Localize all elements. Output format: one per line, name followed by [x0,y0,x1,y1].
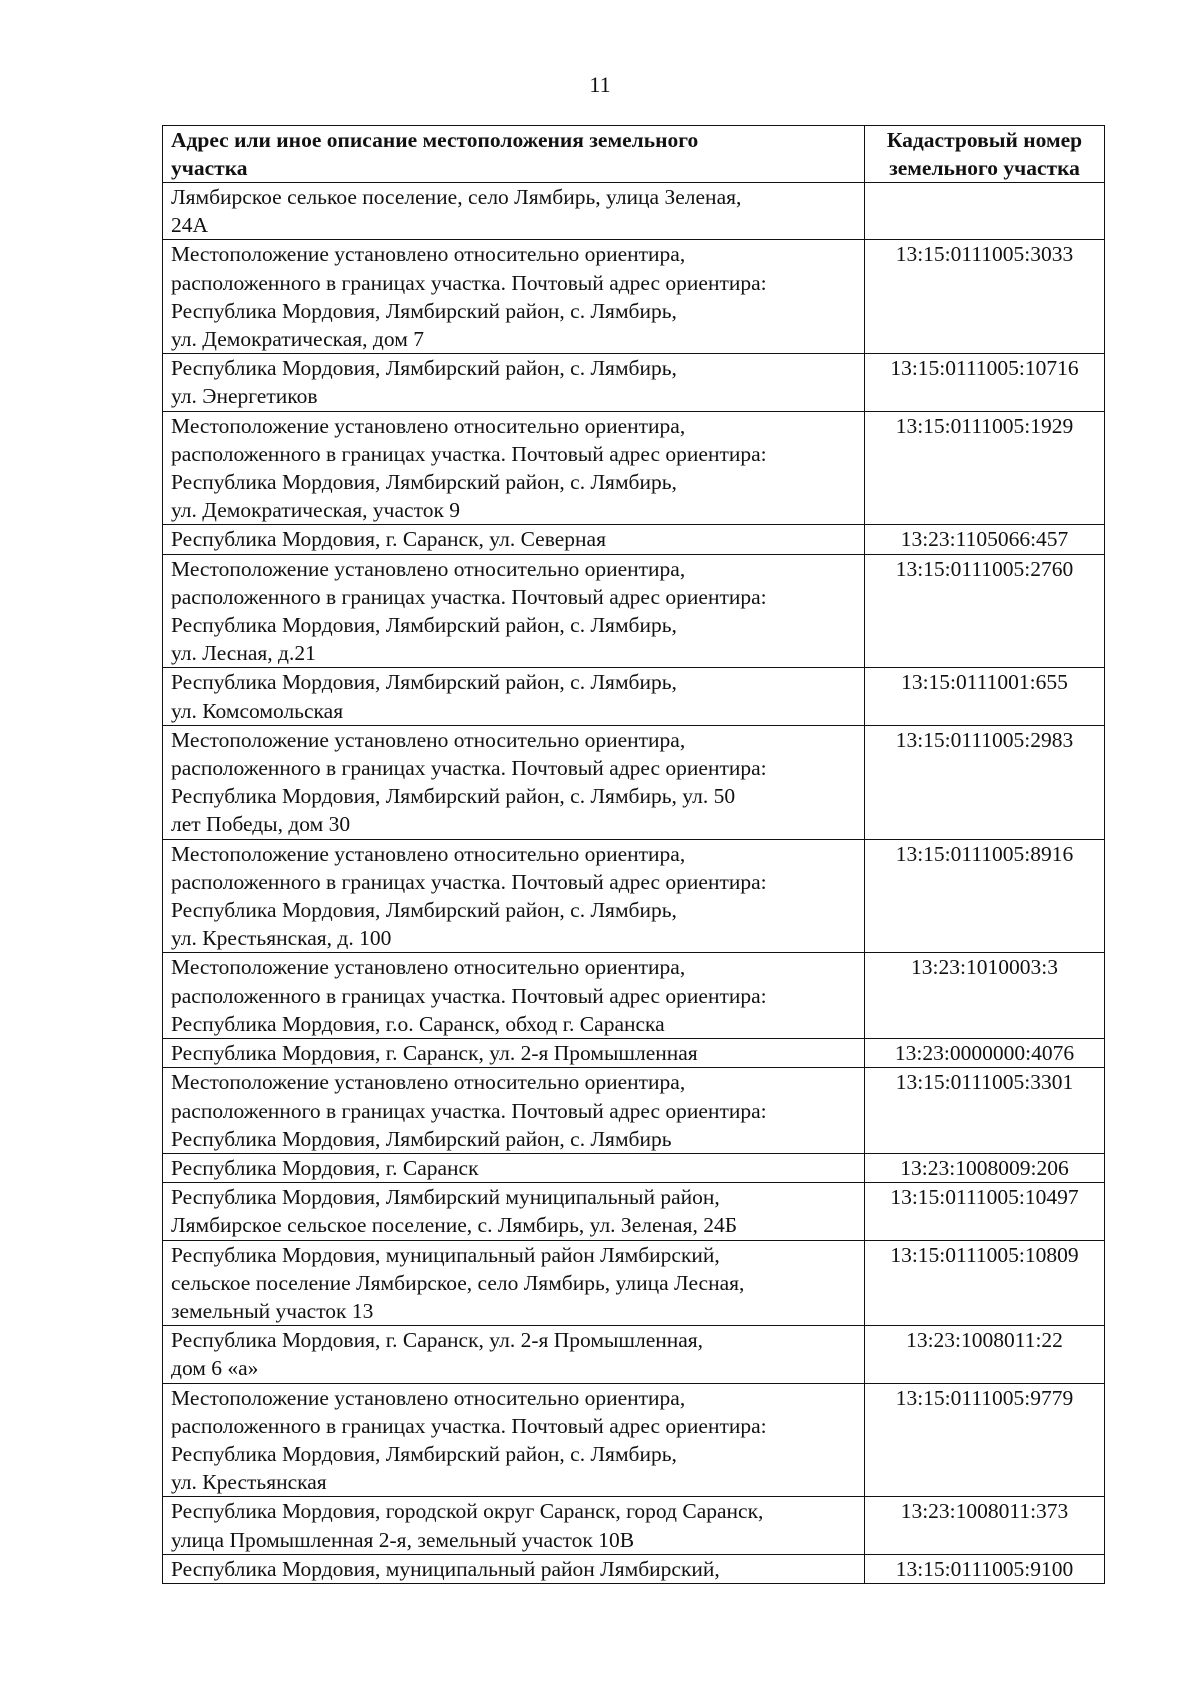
address-cell: Республика Мордовия, Лямбирский муниципальный район, Лямбирское сельское поселение, с. Лямбирь, ул. Зеленая, 24Б [163,1183,865,1240]
address-cell: Местоположение установлено относительно ориентира, расположенного в границах участка. Почтовый адрес ориентира: Республика Мордовия, Лямбирский район, с. Лямбирь, ул. Лесная, д.21 [163,554,865,668]
table-row [163,1153,1105,1182]
address-cell: Республика Мордовия, муниципальный район Лямбирский, [163,1554,865,1583]
table-row [163,1554,1105,1583]
address-cell: Республика Мордовия, Лямбирский район, с. Лямбирь, ул. Энергетиков [163,354,865,411]
cadastral-number-cell: 13:23:0000000:4076 [865,1039,1105,1068]
table-row [163,525,1105,554]
cadastral-number-cell: 13:15:0111005:10497 [865,1183,1105,1240]
address-cell: Местоположение установлено относительно ориентира, расположенного в границах участка. Почтовый адрес ориентира: Республика Мордовия, Лямбирский район, с. Лямбирь, ул. Крестьянская, д. 100 [163,839,865,953]
table-row [163,1039,1105,1068]
cadastral-number-cell: 13:15:0111005:2760 [865,554,1105,668]
header-address: Адрес или иное описание местоположения земельного участка [163,126,865,183]
address-cell: Местоположение установлено относительно ориентира, расположенного в границах участка. Почтовый адрес ориентира: Республика Мордовия, Лямбирский район, с. Лямбирь, ул. Крестьянская [163,1383,865,1497]
header-cadastral-number: Кадастровый номер земельного участка [865,126,1105,183]
table-row [163,1383,1105,1497]
address-cell: Республика Мордовия, г. Саранск [163,1153,865,1182]
cadastral-number-cell: 13:23:1010003:3 [865,953,1105,1039]
table-row [163,1497,1105,1554]
table-row [163,411,1105,525]
table-row [163,1240,1105,1326]
table-body [163,183,1105,1584]
cadastral-number-cell: 13:23:1105066:457 [865,525,1105,554]
address-cell: Лямбирское селькое поселение, село Лямбирь, улица Зеленая, 24А [163,183,865,240]
cadastral-number-cell: 13:15:0111005:9100 [865,1554,1105,1583]
cadastral-number-cell: 13:15:0111005:8916 [865,839,1105,953]
address-cell: Республика Мордовия, городской округ Саранск, город Саранск, улица Промышленная 2-я, земельный участок 10В [163,1497,865,1554]
address-cell: Республика Мордовия, муниципальный район Лямбирский, сельское поселение Лямбирское, село Лямбирь, улица Лесная, земельный участок 13 [163,1240,865,1326]
cadastral-number-cell: 13:15:0111005:10809 [865,1240,1105,1326]
table-row [163,183,1105,240]
table-row [163,725,1105,839]
cadastral-number-cell: 13:15:0111005:1929 [865,411,1105,525]
cadastral-number-cell: 13:23:1008011:22 [865,1326,1105,1383]
cadastral-number-cell: 13:15:0111001:655 [865,668,1105,725]
table-row [163,1068,1105,1154]
table-row [163,839,1105,953]
cadastral-number-cell: 13:15:0111005:10716 [865,354,1105,411]
address-cell: Местоположение установлено относительно ориентира, расположенного в границах участка. Почтовый адрес ориентира: Республика Мордовия, Лямбирский район, с. Лямбирь [163,1068,865,1154]
address-cell: Республика Мордовия, г. Саранск, ул. 2-я Промышленная, дом 6 «а» [163,1326,865,1383]
address-cell: Местоположение установлено относительно ориентира, расположенного в границах участка. Почтовый адрес ориентира: Республика Мордовия, Лямбирский район, с. Лямбирь, ул. Демократическая, дом 7 [163,240,865,354]
table-row [163,1183,1105,1240]
cadastral-number-cell: 13:23:1008009:206 [865,1153,1105,1182]
cadastral-number-cell: 13:23:1008011:373 [865,1497,1105,1554]
page-number: 11 [589,72,611,97]
address-cell: Местоположение установлено относительно ориентира, расположенного в границах участка. Почтовый адрес ориентира: Республика Мордовия, г.о. Саранск, обход г. Саранска [163,953,865,1039]
table-row [163,554,1105,668]
cadastral-number-cell: 13:15:0111005:2983 [865,725,1105,839]
table-row [163,354,1105,411]
table-row [163,953,1105,1039]
address-cell: Местоположение установлено относительно ориентира, расположенного в границах участка. Почтовый адрес ориентира: Республика Мордовия, Лямбирский район, с. Лямбирь, ул. Демократическая, участок 9 [163,411,865,525]
address-cell: Местоположение установлено относительно ориентира, расположенного в границах участка. Почтовый адрес ориентира: Республика Мордовия, Лямбирский район, с. Лямбирь, ул. 50 лет Победы, дом 30 [163,725,865,839]
cadastral-number-cell: 13:15:0111005:3301 [865,1068,1105,1154]
land-plots-table [162,125,1105,1584]
address-cell: Республика Мордовия, г. Саранск, ул. Северная [163,525,865,554]
cadastral-number-cell: 13:15:0111005:9779 [865,1383,1105,1497]
table-row [163,240,1105,354]
table-header-row [163,126,1105,183]
address-cell: Республика Мордовия, г. Саранск, ул. 2-я Промышленная [163,1039,865,1068]
cadastral-number-cell [865,183,1105,240]
table-row [163,668,1105,725]
address-cell: Республика Мордовия, Лямбирский район, с. Лямбирь, ул. Комсомольская [163,668,865,725]
cadastral-number-cell: 13:15:0111005:3033 [865,240,1105,354]
table-row [163,1326,1105,1383]
